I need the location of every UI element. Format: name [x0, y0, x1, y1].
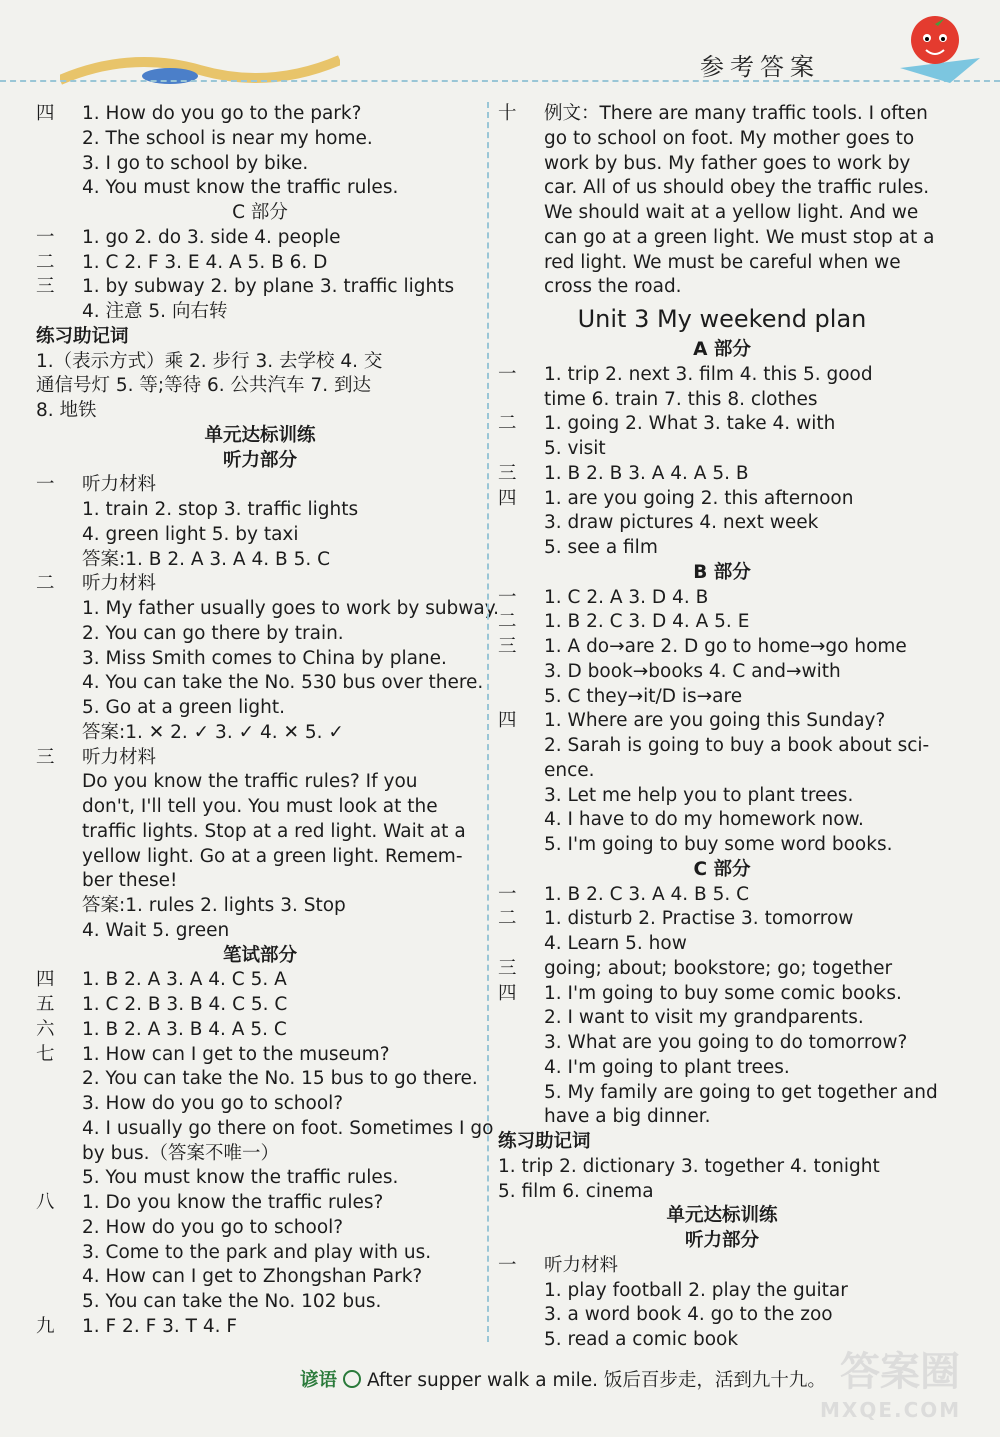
proverb-footer	[300, 1366, 826, 1392]
question-index: 一	[36, 474, 55, 496]
answer-text: 4. You can take the No. 530 bus over there.	[82, 672, 484, 694]
answer-line	[36, 795, 484, 820]
answer-text: 4. 注意 5. 向右转	[82, 301, 228, 322]
answer-text: 1. B 2. A 3. B 4. A 5. C	[82, 1018, 287, 1040]
section-heading-text: B 部分	[693, 561, 751, 583]
answer-line	[36, 1043, 484, 1068]
answer-line	[36, 770, 484, 795]
answer-line	[498, 127, 946, 152]
answer-text: cross the road.	[544, 276, 682, 298]
answer-line	[498, 275, 946, 300]
answer-text: 例文：There are many traffic tools. I often	[544, 103, 928, 124]
question-index: 一	[498, 586, 517, 608]
section-heading	[498, 1204, 946, 1229]
answer-line	[498, 586, 946, 611]
answer-line	[36, 251, 484, 276]
question-index: 八	[36, 1192, 55, 1213]
answer-line	[36, 226, 484, 251]
question-index: 三	[498, 636, 517, 657]
right-answer-column	[498, 102, 946, 1353]
answer-text: 1. How can I get to the museum?	[82, 1043, 390, 1065]
question-index: 一	[36, 226, 55, 248]
answer-text: 1. My father usually goes to work by subway.	[82, 598, 499, 619]
answer-text: 3. Let me help you to plant trees.	[544, 784, 854, 806]
question-index: 二	[36, 251, 55, 273]
section-heading-text: 听力部分	[684, 1230, 759, 1251]
answer-line	[36, 746, 484, 771]
section-heading	[36, 944, 484, 969]
answer-text: 4. Wait 5. green	[82, 919, 230, 941]
section-heading	[498, 300, 946, 338]
answer-text: 5. My family are going to get together and	[544, 1081, 938, 1103]
section-heading	[36, 424, 484, 449]
section-heading-text: C 部分	[232, 202, 288, 223]
question-index: 六	[36, 1018, 55, 1040]
answer-line	[36, 127, 484, 152]
answer-line	[498, 734, 946, 759]
answer-text: 1. A do→are 2. D go to home→go home	[544, 636, 907, 657]
answer-text: 5. You must know the traffic rules.	[82, 1167, 399, 1189]
answer-text: 4. I have to do my homework now.	[544, 809, 864, 831]
answer-text: 2. The school is near my home.	[82, 127, 373, 149]
answer-text: 通信号灯 5. 等;等待 6. 公共汽车 7. 到达	[36, 375, 371, 397]
answer-line	[36, 350, 484, 375]
answer-line	[36, 1315, 484, 1340]
answer-text: ence.	[544, 759, 595, 781]
answer-line	[498, 388, 946, 413]
section-heading-text: 单元达标训练	[666, 1205, 778, 1227]
answer-text: traffic lights. Stop at a red light. Wait at a	[82, 820, 466, 842]
question-index: 二	[498, 908, 517, 930]
answer-line	[36, 1142, 484, 1167]
question-index: 三	[36, 276, 55, 298]
answer-text: 听力材料	[82, 573, 157, 595]
answer-line	[498, 152, 946, 177]
answer-line	[36, 1117, 494, 1142]
answer-line	[498, 511, 946, 536]
answer-line	[36, 300, 484, 325]
answer-text: 5. C they→it/D is→are	[544, 685, 743, 707]
proverb-label: 谚语	[300, 1370, 338, 1391]
answer-text: 听力材料	[82, 746, 157, 768]
answer-line	[36, 1018, 484, 1043]
answer-text: don't, I'll tell you. You must look at the	[82, 796, 438, 817]
answer-text: 1. are you going 2. this afternoon	[544, 487, 854, 509]
answer-line	[498, 1105, 946, 1130]
answer-text: 4. How can I get to Zhongshan Park?	[82, 1266, 423, 1288]
answer-line	[36, 102, 484, 127]
answer-text: 3. a word book 4. go to the zoo	[544, 1304, 833, 1326]
question-index: 四	[36, 969, 55, 991]
answer-line	[36, 176, 484, 201]
question-index: 四	[498, 487, 517, 509]
answer-text: 练习助记词	[36, 325, 129, 347]
answer-line	[36, 1216, 484, 1241]
answer-line	[498, 1279, 946, 1304]
answer-text: 5. Go at a green light.	[82, 697, 285, 718]
answer-text: 1. going 2. What 3. take 4. with	[544, 413, 836, 435]
section-heading	[498, 858, 946, 883]
answer-text: 答案:1. B 2. A 3. A 4. B 5. C	[82, 548, 331, 570]
answer-text: go to school on foot. My mother goes to	[544, 127, 915, 149]
answer-text: 1. B 2. B 3. A 4. A 5. B	[544, 462, 749, 484]
answer-line	[36, 919, 484, 944]
answer-text: 1. C 2. A 3. D 4. B	[544, 586, 709, 608]
answer-line	[36, 523, 484, 548]
answer-text: 3. I go to school by bike.	[82, 152, 309, 174]
answer-line	[36, 721, 484, 746]
answer-text: work by bus. My father goes to work by	[544, 152, 911, 174]
answer-text: 3. What are you going to do tomorrow?	[544, 1032, 908, 1053]
section-heading-text: 笔试部分	[222, 944, 297, 966]
answer-text: 5. read a comic book	[544, 1329, 739, 1350]
answer-text: 1. by subway 2. by plane 3. traffic lights	[82, 276, 455, 298]
answer-line	[498, 437, 946, 462]
answer-text: 4. I'm going to plant trees.	[544, 1056, 790, 1078]
site-watermark	[820, 1340, 990, 1430]
answer-text: 1. B 2. C 3. A 4. B 5. C	[544, 883, 750, 905]
answer-line	[498, 1031, 946, 1056]
answer-line	[498, 833, 946, 858]
question-index: 三	[498, 462, 517, 484]
answer-text: ber these!	[82, 870, 178, 892]
section-heading-text: Unit 3 My weekend plan	[577, 305, 867, 333]
answer-text: 4. Learn 5. how	[544, 933, 687, 954]
answer-text: 4. green light 5. by taxi	[82, 523, 299, 545]
question-index: 一	[498, 1254, 517, 1276]
answer-line	[498, 201, 946, 226]
answer-line	[36, 845, 484, 870]
answer-text: 听力材料	[544, 1254, 619, 1276]
question-index: 二	[498, 611, 517, 633]
answer-text: 练习助记词	[498, 1131, 591, 1152]
left-answer-column	[36, 102, 499, 1340]
section-heading-text: A 部分	[693, 339, 751, 360]
answer-line	[498, 176, 946, 201]
answer-line	[36, 1191, 484, 1216]
answer-line	[36, 548, 484, 573]
answer-text: 1.（表示方式）乘 2. 步行 3. 去学校 4. 交	[36, 350, 383, 372]
section-heading-text: C 部分	[693, 858, 751, 880]
answer-line	[498, 102, 946, 127]
section-heading-text: 听力部分	[222, 449, 297, 471]
answer-line	[498, 784, 946, 809]
answer-text: We should wait at a yellow light. And we	[544, 202, 919, 223]
answer-text: 2. Sarah is going to buy a book about sci-	[544, 735, 930, 756]
question-index: 四	[498, 710, 517, 732]
answer-line	[36, 993, 484, 1018]
answer-line	[498, 635, 946, 660]
answer-text: 1. I'm going to buy some comic books.	[544, 982, 902, 1004]
section-heading-text: 单元达标训练	[204, 424, 316, 446]
answer-text: 5. film 6. cinema	[498, 1180, 654, 1202]
answer-text: 8. 地铁	[36, 400, 97, 421]
answer-line	[36, 374, 484, 399]
question-index: 二	[36, 573, 55, 595]
question-index: 五	[36, 994, 55, 1015]
answer-text: by bus.（答案不唯一）	[82, 1142, 280, 1164]
answer-line	[36, 696, 484, 721]
header-swoosh-decoration	[60, 50, 340, 90]
answer-line	[36, 399, 484, 424]
answer-text: 1. trip 2. dictionary 3. together 4. tonight	[498, 1155, 880, 1177]
answer-text: 2. How do you go to school?	[82, 1216, 344, 1238]
section-heading	[498, 561, 946, 586]
answer-line	[498, 1130, 946, 1155]
answer-line	[498, 685, 946, 710]
answer-text: 5. visit	[544, 438, 606, 459]
answer-line	[498, 1254, 946, 1279]
answer-line	[36, 572, 484, 597]
answer-line	[498, 1081, 946, 1106]
answer-text: 5. I'm going to buy some word books.	[544, 834, 893, 855]
answer-text: 1. C 2. B 3. B 4. C 5. C	[82, 994, 288, 1015]
answer-line	[498, 907, 946, 932]
column-divider	[487, 102, 489, 1342]
answer-line	[498, 226, 946, 251]
answer-text: 1. disturb 2. Practise 3. tomorrow	[544, 908, 854, 930]
answer-line	[498, 251, 946, 276]
answer-line	[498, 932, 946, 957]
question-index: 四	[498, 982, 517, 1004]
answer-line	[498, 883, 946, 908]
question-index: 九	[36, 1315, 55, 1337]
answer-line	[36, 894, 484, 919]
answer-line	[36, 820, 484, 845]
section-heading	[498, 1229, 946, 1254]
answer-line	[36, 275, 484, 300]
answer-line	[498, 759, 946, 784]
answer-line	[36, 152, 484, 177]
question-index: 一	[498, 883, 517, 905]
question-index: 十	[498, 103, 517, 124]
answer-line	[36, 1092, 484, 1117]
answer-text: 1. F 2. F 3. T 4. F	[82, 1315, 237, 1337]
answer-line	[36, 1241, 484, 1266]
answer-line	[498, 487, 946, 512]
answer-text: 3. draw pictures 4. next week	[544, 512, 819, 534]
question-index: 四	[36, 103, 55, 124]
header-rule	[0, 80, 1000, 82]
answer-text: yellow light. Go at a green light. Remem-	[82, 845, 463, 867]
answer-line	[498, 808, 946, 833]
answer-line	[498, 957, 946, 982]
answer-line	[36, 1265, 484, 1290]
watermark-logo-text: 答案圈	[840, 1349, 960, 1395]
answer-line	[498, 1056, 946, 1081]
answer-line	[498, 660, 946, 685]
answer-text: 1. go 2. do 3. side 4. people	[82, 226, 341, 248]
question-index: 三	[36, 746, 55, 768]
answer-line	[498, 709, 946, 734]
question-index: 七	[36, 1043, 55, 1065]
answer-text: 1. play football 2. play the guitar	[544, 1279, 848, 1301]
answer-text: 3. How do you go to school?	[82, 1093, 344, 1114]
answer-text: going; about; bookstore; go; together	[544, 957, 893, 979]
answer-line	[36, 622, 484, 647]
tomato-mascot-icon	[880, 8, 990, 88]
answer-line	[36, 473, 484, 498]
answer-line	[36, 325, 484, 350]
watermark-url-text: MXQE.COM	[820, 1398, 962, 1422]
answer-text: 5. see a film	[544, 537, 658, 558]
answer-line	[498, 412, 946, 437]
answer-text: 3. Miss Smith comes to China by plane.	[82, 647, 447, 669]
answer-line	[498, 1303, 946, 1328]
answer-text: 3. Come to the park and play with us.	[82, 1241, 432, 1263]
question-index: 一	[498, 363, 517, 385]
answer-text: 2. You can take the No. 15 bus to go there.	[82, 1068, 478, 1090]
answer-text: time 6. train 7. this 8. clothes	[544, 388, 818, 410]
answer-line	[498, 462, 946, 487]
answer-line	[36, 498, 484, 523]
answer-line	[36, 1290, 484, 1315]
answer-line	[36, 647, 484, 672]
answer-line	[498, 1006, 946, 1031]
section-heading	[36, 201, 484, 226]
answer-text: car. All of us should obey the traffic rules.	[544, 177, 930, 199]
answer-text: 听力材料	[82, 474, 157, 496]
answer-line	[498, 610, 946, 635]
answer-text: red light. We must be careful when we	[544, 251, 901, 273]
answer-line	[498, 1155, 946, 1180]
proverb-text: After supper walk a mile. 饭后百步走，活到九十九。	[367, 1370, 826, 1391]
answer-line	[36, 1166, 484, 1191]
answer-text: 1. Do you know the traffic rules?	[82, 1192, 384, 1213]
answer-text: 1. train 2. stop 3. traffic lights	[82, 499, 359, 520]
answer-line	[498, 982, 946, 1007]
page-header	[0, 0, 1000, 90]
answer-text: 4. You must know the traffic rules.	[82, 177, 399, 199]
answer-text: 2. I want to visit my grandparents.	[544, 1007, 864, 1029]
answer-text: Do you know the traffic rules? If you	[82, 771, 418, 793]
answer-text: 4. I usually go there on foot. Sometimes I go	[82, 1117, 494, 1139]
answer-text: 1. trip 2. next 3. film 4. this 5. good	[544, 363, 873, 385]
answer-text: 2. You can go there by train.	[82, 622, 344, 644]
proverb-circle-icon	[343, 1370, 361, 1388]
answer-line	[36, 1067, 484, 1092]
answer-text: 1. B 2. C 3. D 4. A 5. E	[544, 611, 750, 633]
answer-line	[498, 1180, 946, 1205]
answer-line	[36, 968, 484, 993]
answer-text: 3. D book→books 4. C and→with	[544, 660, 841, 682]
answer-line	[36, 597, 499, 622]
answer-line	[36, 671, 484, 696]
answer-text: 1. B 2. A 3. A 4. C 5. A	[82, 969, 287, 991]
answer-text: 5. You can take the No. 102 bus.	[82, 1291, 382, 1312]
answer-text: have a big dinner.	[544, 1106, 711, 1128]
answer-line	[498, 536, 946, 561]
page-title: 参考答案	[700, 53, 820, 81]
answer-text: 1. How do you go to the park?	[82, 103, 362, 124]
question-index: 二	[498, 413, 517, 435]
answer-text: 答案:1. ✕ 2. ✓ 3. ✓ 4. ✕ 5. ✓	[82, 721, 344, 743]
answer-text: 答案:1. rules 2. lights 3. Stop	[82, 895, 346, 916]
question-index: 三	[498, 957, 517, 979]
section-heading	[498, 338, 946, 363]
answer-line	[498, 363, 946, 388]
answer-text: 1. C 2. F 3. E 4. A 5. B 6. D	[82, 251, 328, 273]
answer-line	[36, 869, 484, 894]
answer-text: can go at a green light. We must stop at a	[544, 226, 935, 248]
section-heading	[36, 449, 484, 474]
answer-text: 1. Where are you going this Sunday?	[544, 710, 886, 732]
